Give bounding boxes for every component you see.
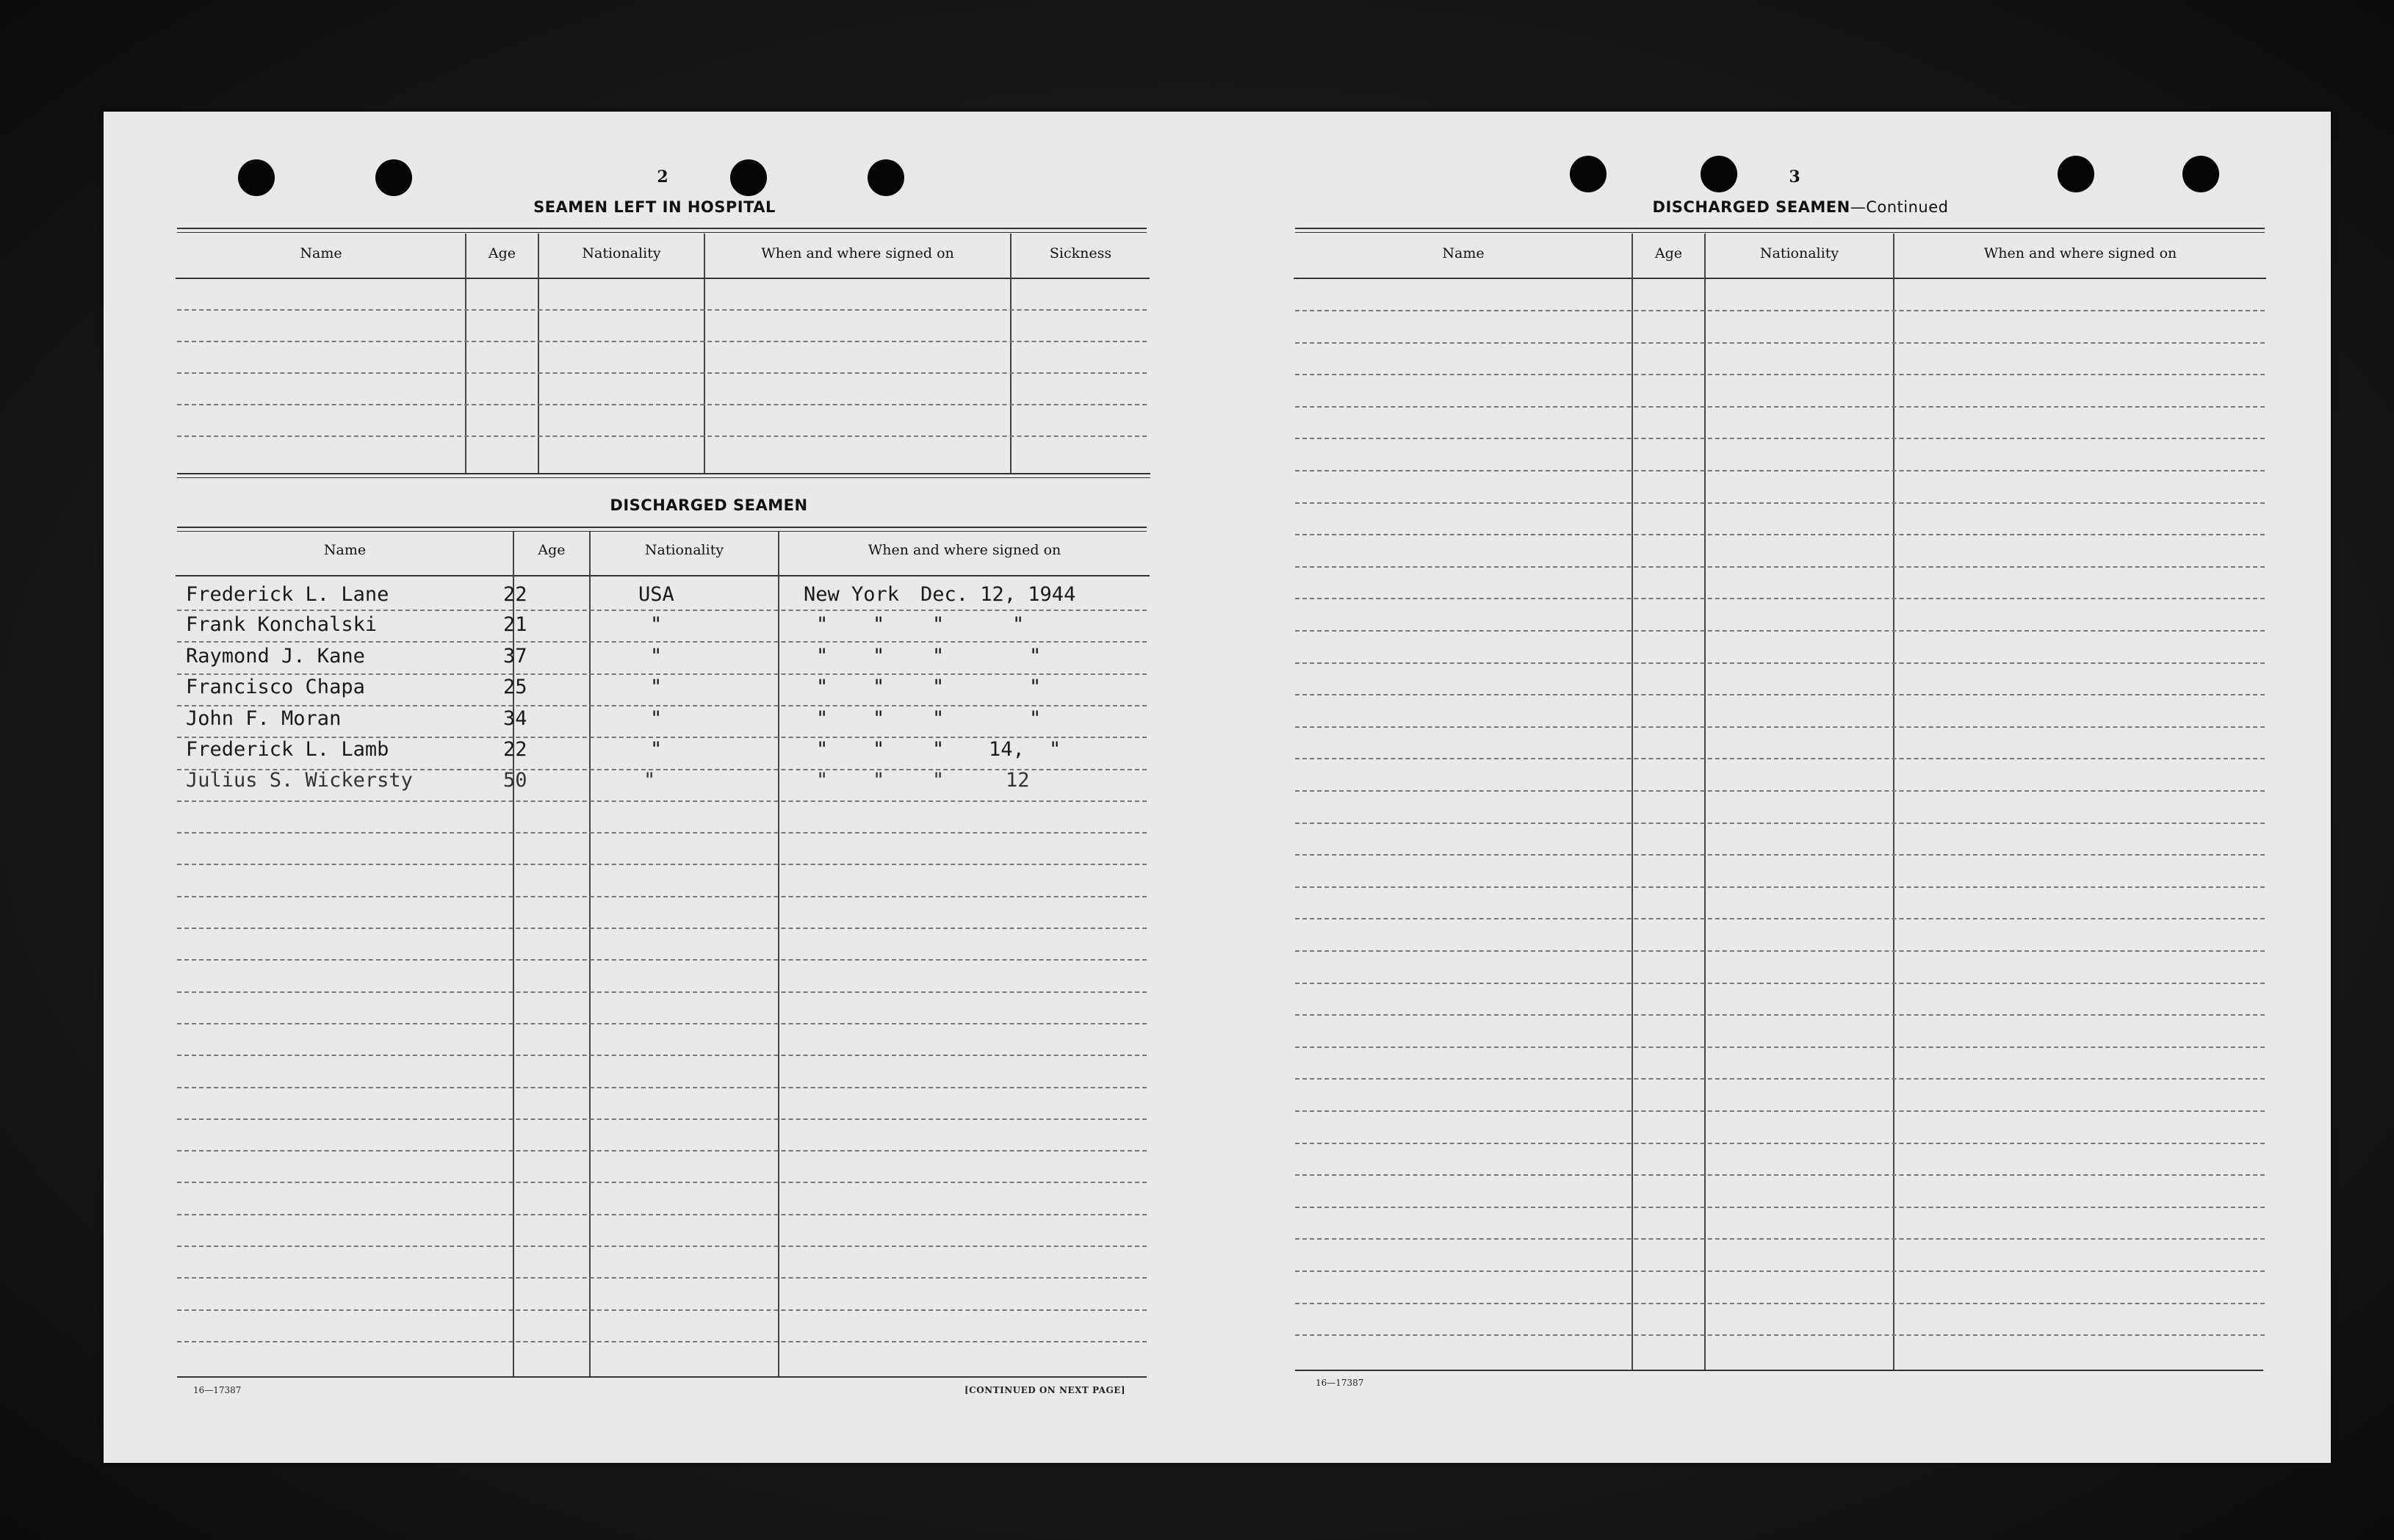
- ditto-mark: ": [816, 707, 829, 730]
- row-line: [1295, 1174, 2265, 1176]
- row-line: [177, 673, 1147, 675]
- row-line: [177, 1182, 1147, 1183]
- row-line: [1295, 470, 2265, 471]
- row-line: [1295, 502, 2265, 504]
- row-line: [1295, 1143, 2265, 1144]
- discharged-section-title: DISCHARGED SEAMEN: [610, 496, 808, 514]
- right-section-title-main: DISCHARGED SEAMEN: [1652, 198, 1850, 216]
- row-line: [1295, 1078, 2265, 1080]
- right-section-title-suffix: —Continued: [1850, 198, 1949, 216]
- ditto-mark: ": [816, 613, 829, 636]
- seaman-nationality: ": [650, 645, 663, 668]
- discharged-col-divider: [589, 532, 591, 1376]
- row-line: [177, 991, 1147, 993]
- right-header-age: Age: [1654, 245, 1683, 261]
- discharged-header-name: Name: [323, 542, 367, 558]
- seaman-age: 37: [503, 645, 527, 668]
- hospital-header-sickness: Sickness: [1049, 245, 1112, 261]
- row-line: [177, 1341, 1147, 1342]
- punch-hole: [730, 159, 767, 196]
- row-line: [1295, 823, 2265, 824]
- row-line: [1295, 374, 2265, 375]
- seaman-nationality: ": [650, 738, 663, 761]
- ditto-mark: ": [816, 738, 829, 761]
- ditto-mark: ": [873, 707, 885, 730]
- seaman-name: Julius S. Wickersty: [186, 769, 413, 792]
- row-line: [177, 1246, 1147, 1247]
- seaman-age: 22: [503, 738, 527, 761]
- punch-hole: [1570, 156, 1607, 192]
- hospital-row-line: [177, 404, 1147, 405]
- ditto-mark: ": [873, 769, 885, 792]
- row-line: [1295, 1207, 2265, 1208]
- row-line: [1295, 1270, 2265, 1272]
- punch-hole: [1701, 156, 1737, 192]
- row-line: [177, 959, 1147, 961]
- signed-on-day: 12: [1006, 769, 1030, 792]
- discharged-col-divider: [778, 532, 779, 1376]
- seaman-nationality: ": [650, 707, 663, 730]
- discharged-top-rule: [177, 527, 1147, 528]
- row-line: [177, 832, 1147, 834]
- ditto-mark: ": [1012, 613, 1025, 636]
- right-top-rule-2: [1295, 232, 2265, 233]
- row-line: [1295, 310, 2265, 311]
- discharged-top-rule-2: [177, 531, 1147, 532]
- ditto-mark: ": [816, 645, 829, 668]
- ledger-spread: [104, 112, 2331, 1463]
- discharged-header-rule: [176, 575, 1150, 576]
- row-line: [1295, 534, 2265, 535]
- row-line: [1295, 950, 2265, 952]
- hospital-top-rule-2: [177, 232, 1147, 233]
- right-header-rule: [1294, 278, 2266, 279]
- ditto-mark: ": [1029, 645, 1042, 668]
- hospital-row-line: [177, 341, 1147, 342]
- left-page-number: 2: [657, 167, 668, 187]
- hospital-col-divider: [1010, 234, 1012, 473]
- seaman-age: 34: [503, 707, 527, 730]
- seaman-nationality: ": [650, 613, 663, 636]
- row-line: [177, 1277, 1147, 1279]
- seaman-nationality: USA: [638, 583, 674, 606]
- row-line: [177, 1118, 1147, 1120]
- row-line: [1295, 566, 2265, 568]
- ditto-mark: ": [1029, 676, 1042, 698]
- row-line: [1295, 1334, 2265, 1336]
- row-line: [177, 1087, 1147, 1088]
- left-form-code: 16—17387: [193, 1385, 242, 1395]
- hospital-row-line: [177, 435, 1147, 437]
- ditto-mark: ": [816, 676, 829, 698]
- ditto-mark: ": [873, 676, 885, 698]
- ditto-mark: ": [932, 738, 945, 761]
- hospital-header-rule: [176, 278, 1150, 279]
- row-line: [177, 610, 1147, 611]
- hospital-bottom-rule: [177, 473, 1150, 474]
- row-line: [1295, 1238, 2265, 1240]
- row-line: [177, 705, 1147, 706]
- ditto-mark: ": [873, 613, 885, 636]
- hospital-col-divider: [465, 234, 466, 473]
- continued-note: [CONTINUED ON NEXT PAGE]: [965, 1385, 1126, 1395]
- discharged-header-signed-on: When and where signed on: [868, 542, 1061, 558]
- row-line: [177, 1023, 1147, 1024]
- row-line: [177, 1055, 1147, 1056]
- punch-hole: [2182, 156, 2219, 192]
- ditto-mark: ": [1029, 707, 1042, 730]
- hospital-top-rule: [177, 228, 1147, 229]
- seaman-age: 25: [503, 676, 527, 698]
- punch-hole: [2058, 156, 2094, 192]
- right-form-code: 16—17387: [1316, 1378, 1364, 1388]
- seaman-name: Frank Konchalski: [186, 613, 378, 636]
- row-line: [1295, 918, 2265, 919]
- row-line: [1295, 854, 2265, 856]
- hospital-row-line: [177, 309, 1147, 311]
- row-line: [1295, 1046, 2265, 1048]
- row-line: [177, 1150, 1147, 1152]
- seaman-name: Frederick L. Lamb: [186, 738, 389, 761]
- row-line: [1295, 662, 2265, 664]
- seaman-age: 22: [503, 583, 527, 606]
- row-line: [177, 800, 1147, 802]
- row-line: [1295, 1014, 2265, 1016]
- ditto-mark: ": [873, 645, 885, 668]
- hospital-bottom-rule-2: [177, 477, 1150, 478]
- hospital-col-divider: [704, 234, 705, 473]
- discharged-header-age: Age: [538, 542, 566, 558]
- seaman-name: Francisco Chapa: [186, 676, 365, 698]
- punch-hole: [375, 159, 412, 196]
- right-section-title: [1573, 198, 2028, 216]
- row-line: [1295, 886, 2265, 888]
- row-line: [1295, 694, 2265, 695]
- row-line: [1295, 1110, 2265, 1112]
- signed-on-place: New York: [804, 583, 900, 606]
- row-line: [1295, 726, 2265, 728]
- row-line: [1295, 790, 2265, 792]
- ditto-mark: ": [816, 769, 829, 792]
- seaman-nationality: ": [643, 769, 656, 792]
- right-col-divider: [1632, 234, 1633, 1370]
- seaman-name: John F. Moran: [186, 707, 342, 730]
- row-line: [177, 1214, 1147, 1215]
- right-bottom-rule: [1295, 1370, 2263, 1371]
- signed-on-date: Dec. 12, 1944: [920, 583, 1076, 606]
- right-header-name: Name: [1442, 245, 1485, 261]
- ditto-mark: ": [932, 645, 945, 668]
- right-page-number: 3: [1789, 167, 1800, 187]
- row-line: [1295, 1303, 2265, 1304]
- right-header-nationality: Nationality: [1759, 245, 1839, 261]
- ditto-mark: ": [873, 738, 885, 761]
- signed-on-day: 14,: [989, 738, 1025, 761]
- row-line: [177, 641, 1147, 643]
- punch-hole: [238, 159, 275, 196]
- hospital-header-signed-on: When and where signed on: [761, 245, 954, 261]
- row-line: [1295, 438, 2265, 439]
- ditto-mark: ": [932, 613, 945, 636]
- right-header-signed-on: When and where signed on: [1983, 245, 2177, 261]
- hospital-header-name: Name: [300, 245, 342, 261]
- row-line: [1295, 630, 2265, 632]
- seaman-age: 50: [503, 769, 527, 792]
- row-line: [177, 928, 1147, 929]
- row-line: [1295, 758, 2265, 759]
- hospital-header-age: Age: [488, 245, 516, 261]
- row-line: [1295, 406, 2265, 408]
- hospital-section-title: SEAMEN LEFT IN HOSPITAL: [533, 198, 776, 216]
- right-col-divider: [1893, 234, 1894, 1370]
- discharged-header-nationality: Nationality: [644, 542, 724, 558]
- discharged-bottom-rule: [177, 1376, 1147, 1378]
- hospital-header-nationality: Nationality: [582, 245, 661, 261]
- hospital-row-line: [177, 372, 1147, 374]
- row-line: [1295, 342, 2265, 344]
- ditto-mark: ": [932, 769, 945, 792]
- seaman-name: Frederick L. Lane: [186, 583, 389, 606]
- row-line: [177, 864, 1147, 865]
- seaman-nationality: ": [650, 676, 663, 698]
- ditto-mark: ": [932, 676, 945, 698]
- ditto-mark: ": [932, 707, 945, 730]
- row-line: [1295, 983, 2265, 984]
- right-col-divider: [1704, 234, 1706, 1370]
- seaman-age: 21: [503, 613, 527, 636]
- punch-hole: [868, 159, 904, 196]
- right-top-rule: [1295, 228, 2265, 229]
- row-line: [177, 1309, 1147, 1311]
- hospital-col-divider: [538, 234, 539, 473]
- row-line: [177, 896, 1147, 897]
- seaman-name: Raymond J. Kane: [186, 645, 365, 668]
- ditto-mark: ": [1049, 738, 1061, 761]
- row-line: [1295, 598, 2265, 599]
